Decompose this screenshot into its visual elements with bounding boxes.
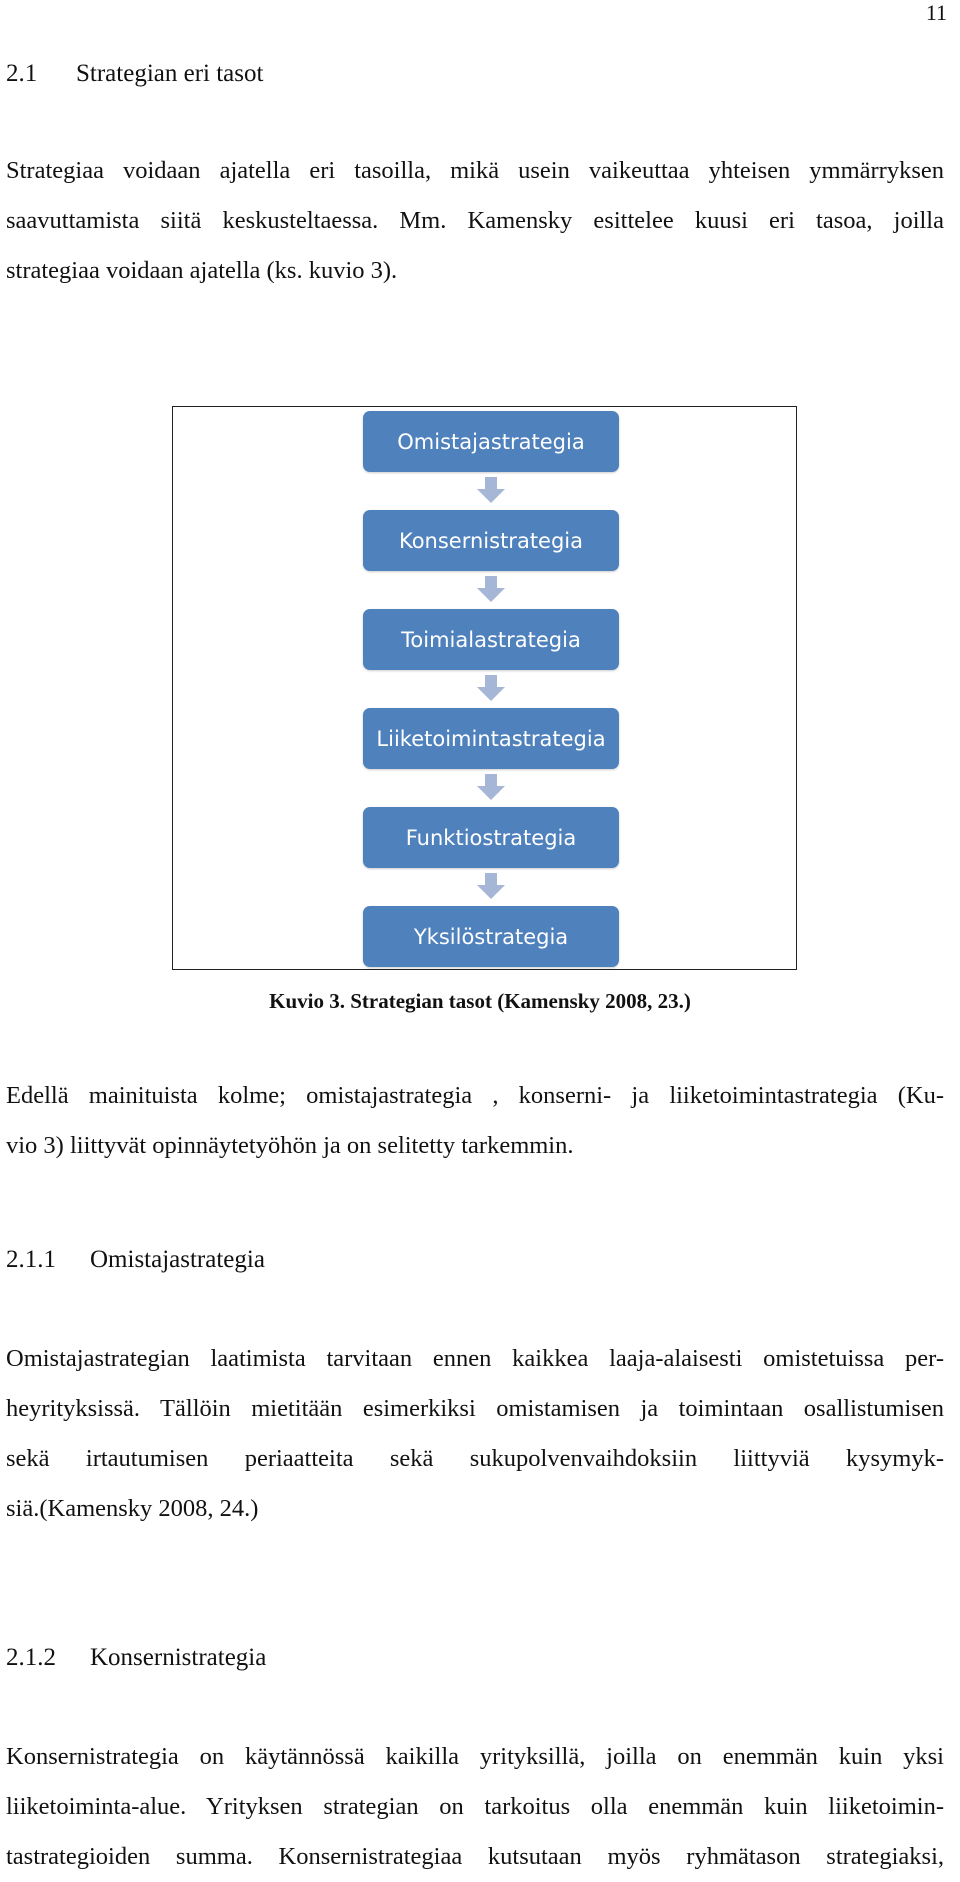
paragraph-line: Edellä mainituista kolme; omistajastrategia , konserni- ja liiketoimintastrategia (Ku- bbox=[6, 1082, 944, 1109]
section-title: Strategian eri tasot bbox=[76, 60, 264, 87]
paragraph-line: liiketoiminta-alue. Yrityksen strategian on tarkoitus olla enemmän kuin liiketoimin- bbox=[6, 1793, 944, 1820]
level-box-owner: Omistajastrategia bbox=[363, 411, 619, 472]
paragraph-line: siä.(Kamensky 2008, 24.) bbox=[6, 1495, 259, 1522]
subsection-number: 2.1.2 bbox=[6, 1644, 56, 1671]
level-box-business: Liiketoimintastrategia bbox=[363, 708, 619, 769]
subsection-title: Konsernistrategia bbox=[90, 1644, 267, 1671]
subsection-title: Omistajastrategia bbox=[90, 1246, 265, 1273]
group-strategy-paragraph bbox=[6, 1732, 944, 1882]
subsection-heading-owner bbox=[6, 1246, 265, 1274]
level-box-individual: Yksilöstrategia bbox=[363, 906, 619, 967]
intro-paragraph bbox=[6, 146, 944, 296]
figure-caption: Kuvio 3. Strategian tasot (Kamensky 2008, 23.) bbox=[269, 989, 691, 1013]
paragraph-line: strategiaa voidaan ajatella (ks. kuvio 3). bbox=[6, 257, 398, 284]
down-arrow-icon bbox=[477, 576, 505, 602]
paragraph-line: tastrategioiden summa. Konsernistrategiaa kutsutaan myös ryhmätason strategiaksi, bbox=[6, 1843, 944, 1870]
after-figure-paragraph bbox=[6, 1071, 944, 1171]
paragraph-line: Omistajastrategian laatimista tarvitaan ennen kaikkea laaja-alaisesti omistetuissa per- bbox=[6, 1345, 944, 1372]
down-arrow-icon bbox=[477, 675, 505, 701]
paragraph-line: vio 3) liittyvät opinnäytetyöhön ja on selitetty tarkemmin. bbox=[6, 1132, 574, 1159]
strategy-levels-figure bbox=[172, 406, 797, 970]
owner-strategy-paragraph bbox=[6, 1334, 944, 1534]
level-box-group: Konsernistrategia bbox=[363, 510, 619, 571]
paragraph-line: Konsernistrategia on käytännössä kaikilla yrityksillä, joilla on enemmän kuin yksi bbox=[6, 1743, 944, 1770]
down-arrow-icon bbox=[477, 477, 505, 503]
down-arrow-icon bbox=[477, 873, 505, 899]
section-number: 2.1 bbox=[6, 60, 38, 87]
subsection-number: 2.1.1 bbox=[6, 1246, 56, 1273]
subsection-heading-group bbox=[6, 1644, 266, 1672]
level-box-function: Funktiostrategia bbox=[363, 807, 619, 868]
paragraph-line: saavuttamista siitä keskusteltaessa. Mm. Kamensky esittelee kuusi eri tasoa, joilla bbox=[6, 207, 944, 234]
paragraph-line: Strategiaa voidaan ajatella eri tasoilla, mikä usein vaikeuttaa yhteisen ymmärryksen bbox=[6, 157, 944, 184]
page-number: 11 bbox=[925, 0, 947, 25]
level-box-industry: Toimialastrategia bbox=[363, 609, 619, 670]
paragraph-line: heyrityksissä. Tällöin mietitään esimerkiksi omistamisen ja toimintaan osallistumisen bbox=[6, 1395, 944, 1422]
section-heading bbox=[6, 60, 263, 88]
paragraph-line: sekä irtautumisen periaatteita sekä sukupolvenvaihdoksiin liittyviä kysymyk- bbox=[6, 1445, 944, 1472]
down-arrow-icon bbox=[477, 774, 505, 800]
